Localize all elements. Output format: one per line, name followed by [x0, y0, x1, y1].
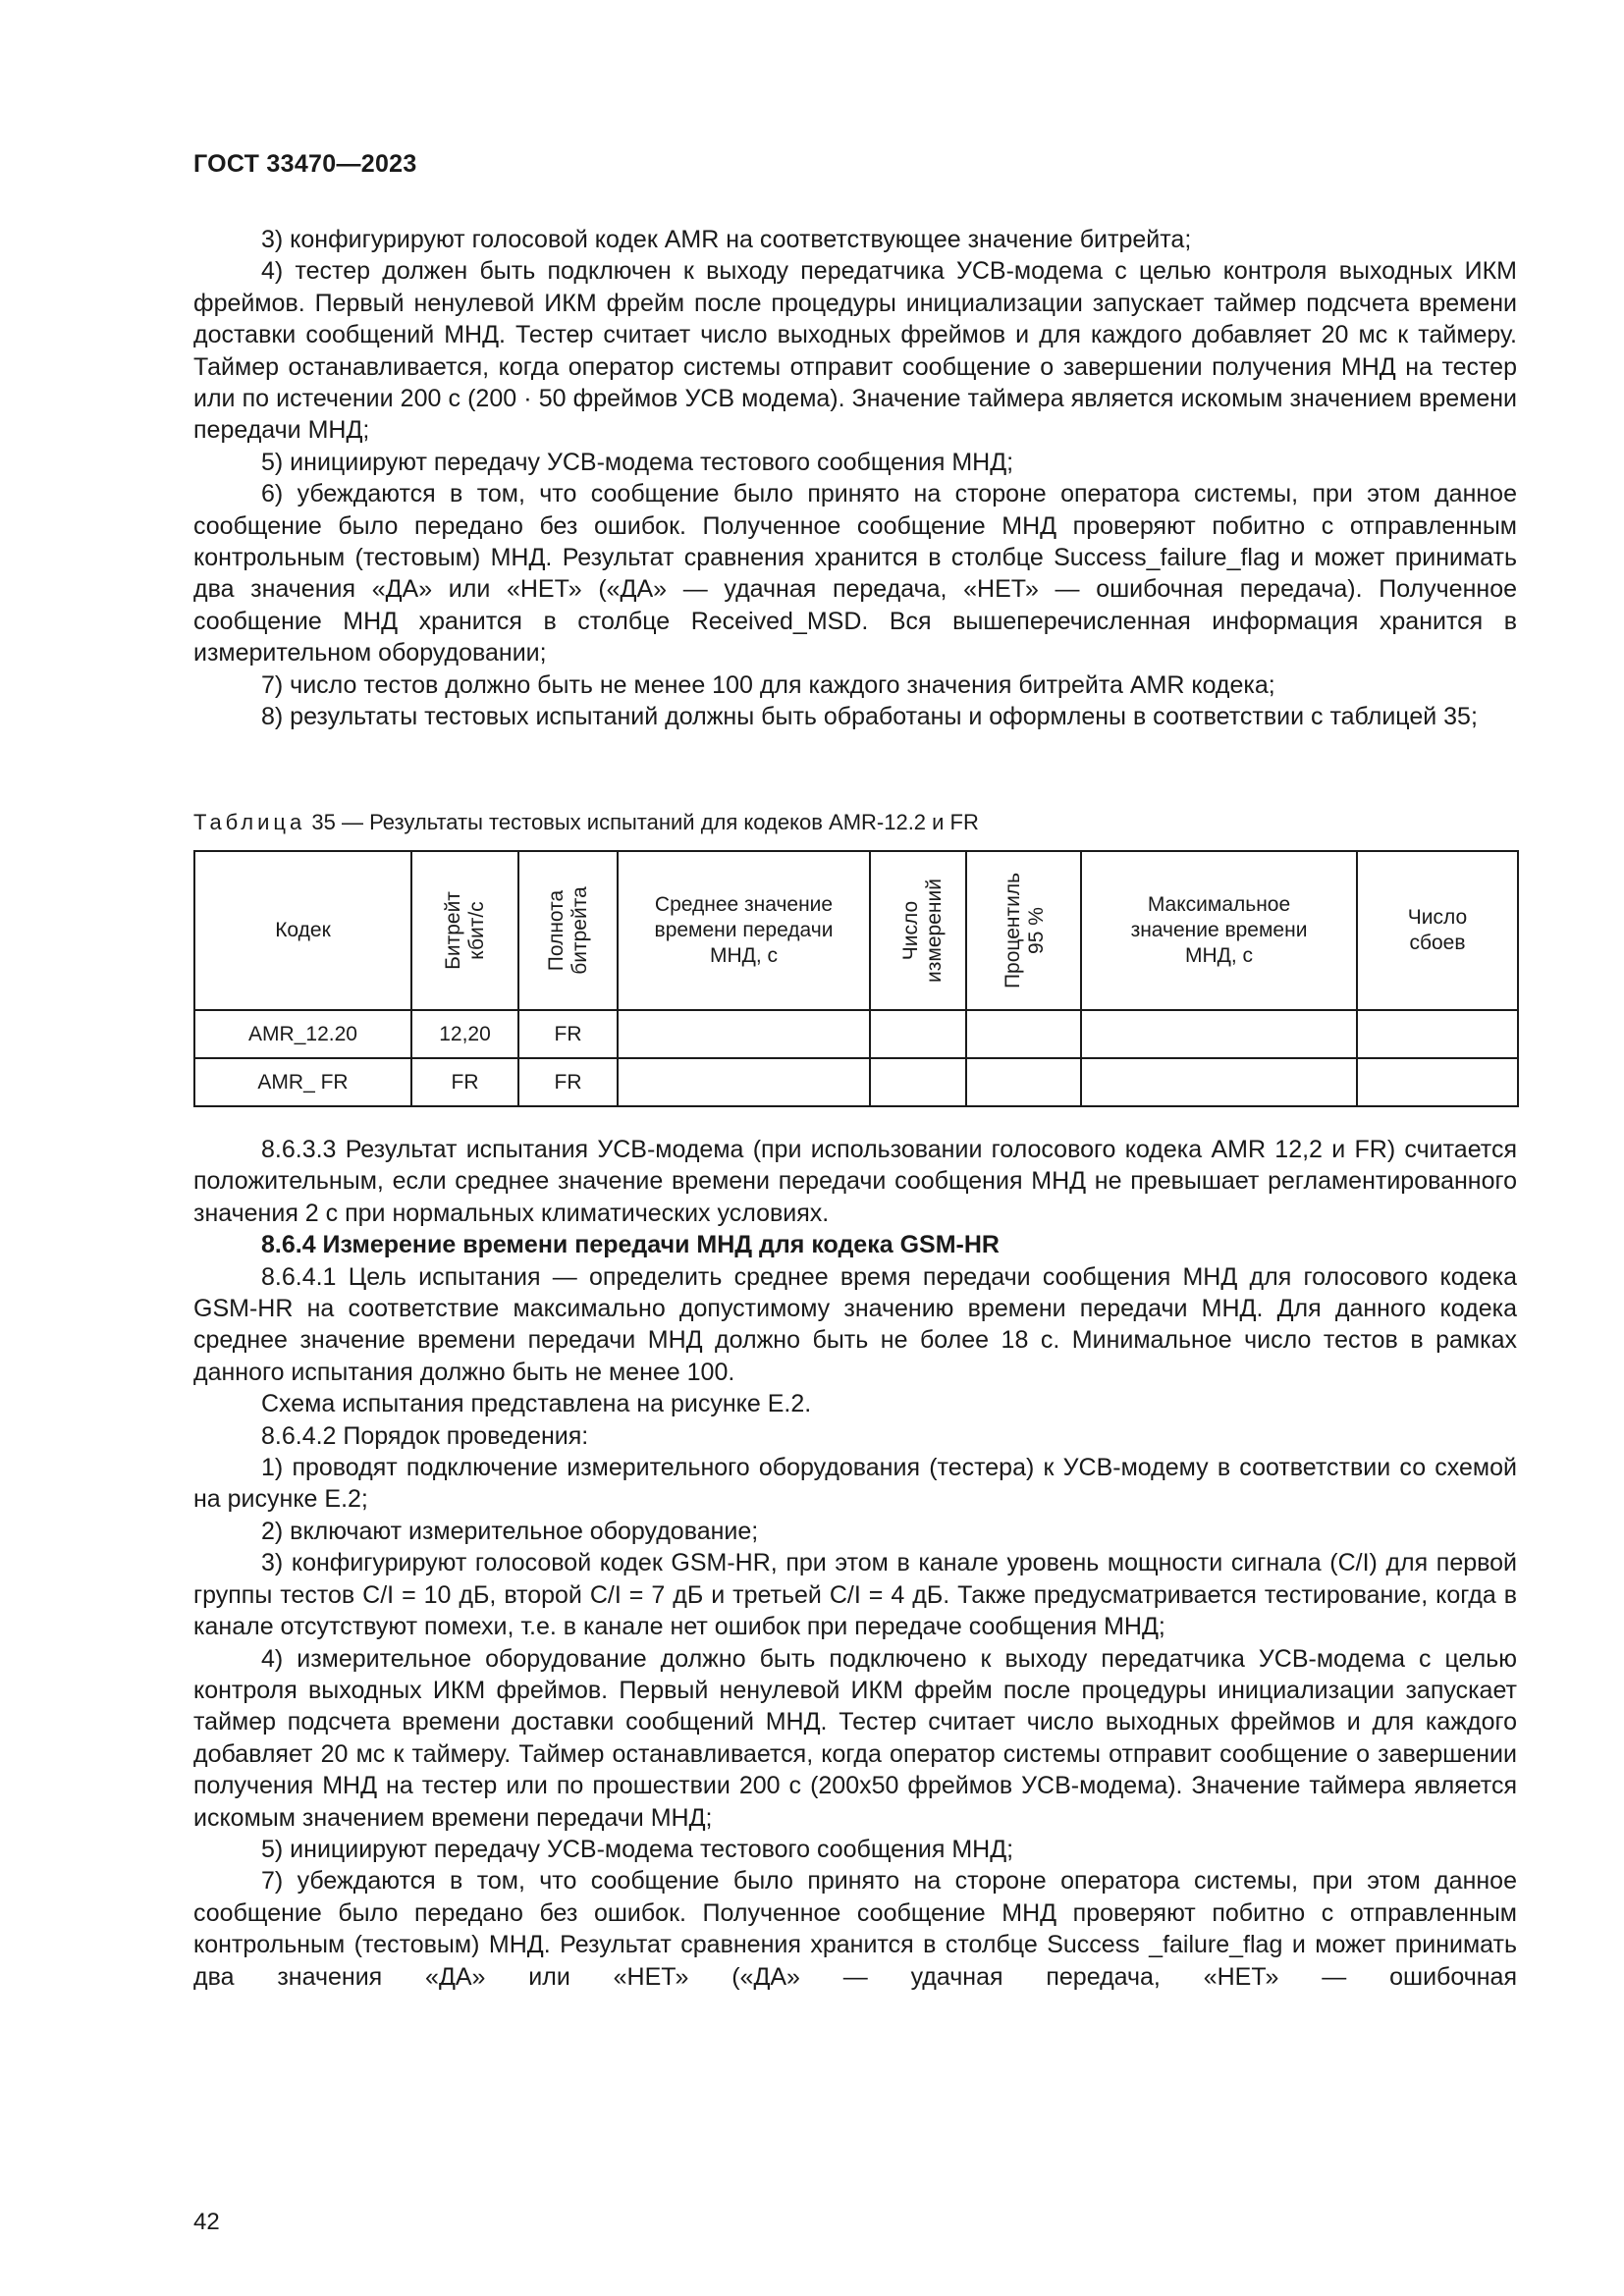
table-cell: 12,20	[411, 1010, 518, 1058]
header-mean-time	[618, 851, 870, 1010]
header-percentile	[966, 851, 1081, 1010]
header-max-time-label: Максимальное значение времени МНД, с	[1130, 893, 1308, 967]
paragraph: 8.6.4.2 Порядок проведения:	[261, 1421, 589, 1450]
header-measurements	[870, 851, 966, 1010]
table-cell	[1081, 1010, 1357, 1058]
paragraph: 2) включают измерительное оборудование;	[261, 1517, 759, 1545]
header-bitrate-fullness-label: Полнота битрейта	[544, 885, 591, 975]
bottom-text-block	[193, 1134, 1517, 1993]
table-caption-prefix: Таблица	[193, 810, 306, 834]
header-bitrate-fullness	[518, 851, 618, 1010]
header-mean-time-label: Среднее значение времени передачи МНД, с	[654, 893, 834, 967]
section-heading: 8.6.4 Измерение времени передачи МНД для кодека GSM-HR	[261, 1231, 1000, 1259]
document-header: ГОСТ 33470—2023	[193, 150, 417, 178]
paragraph: 7) число тестов должно быть не менее 100 для каждого значения битрейта AMR кодека;	[261, 670, 1275, 699]
table-cell	[618, 1058, 870, 1106]
paragraph: 4) измерительное оборудование должно быть подключено к выходу передатчика УСВ-модема с целью контроля выходных ИКМ фреймов. Первый ненулевой ИКМ фрейм после процедуры инициализации запускает таймер подсчета времени доставки сообщений МНД. Тестер считает число выходных фреймов и для каждого добавляет 20 мс к таймеру. Таймер останавливается, когда оператор системы отправит сообщение о завершении получения МНД на тестер или по прошествии 200 с (200х50 фреймов УСВ-модема). Значение таймера является искомым значением времени передачи МНД;	[193, 1644, 1517, 1832]
header-bitrate-label: Битрейт кбит/с	[441, 890, 488, 970]
table-cell: FR	[411, 1058, 518, 1106]
table-row	[194, 1058, 1518, 1106]
header-failures-label: Число сбоев	[1407, 906, 1468, 954]
table-caption-text: 35 — Результаты тестовых испытаний для кодеков AMR-12.2 и FR	[305, 810, 979, 834]
table-row	[194, 1010, 1518, 1058]
paragraph: 3) конфигурируют голосовой кодек AMR на соответствующее значение битрейта;	[261, 226, 1192, 253]
table-cell	[870, 1058, 966, 1106]
table-cell	[618, 1010, 870, 1058]
paragraph: 8.6.4.1 Цель испытания — определить среднее время передачи сообщения МНД для голосового кодека GSM-HR на соответствие максимально допустимому значению времени передачи МНД. Для данного кодека среднее значение времени передачи МНД должно быть не более 18 с. Минимальное число тестов в рамках данного испытания должно быть не менее 100.	[193, 1262, 1517, 1386]
header-bitrate	[411, 851, 518, 1010]
header-max-time	[1081, 851, 1357, 1010]
table-header-row	[194, 851, 1518, 1010]
paragraph: 1) проводят подключение измерительного оборудования (тестера) к УСВ-модему в соответствии со схемой на рисунке Е.2;	[193, 1454, 1517, 1514]
header-percentile-label: Процентиль 95 %	[1001, 872, 1049, 988]
paragraph: 8) результаты тестовых испытаний должны быть обработаны и оформлены в соответствии с таблицей 35;	[261, 703, 1478, 731]
top-text-block	[193, 224, 1517, 733]
table-cell	[966, 1058, 1081, 1106]
paragraph: 6) убеждаются в том, что сообщение было принято на стороне оператора системы, при этом данное сообщение было передано без ошибок. Полученное сообщение МНД проверяют побитно с отправленным контрольным (тестовым) МНД. Результат сравнения хранится в столбце Success_failure_flag и может принимать два значения «ДА» или «НЕТ» («ДА» — удачная передача, «НЕТ» — ошибочная передача). Полученное сообщение МНД хранится в столбце Received_MSD. Вся вышеперечисленная информация хранится в измерительном оборудовании;	[193, 480, 1517, 667]
paragraph: 5) инициируют передачу УСВ-модема тестового сообщения МНД;	[261, 448, 1014, 476]
header-measurements-label: Число измерений	[898, 878, 946, 983]
page-number: 42	[193, 2209, 220, 2235]
paragraph: 7) убеждаются в том, что сообщение было принято на стороне оператора системы, при этом данное сообщение было передано без ошибок. Полученное сообщение МНД проверяют побитно с отправленным контрольным (тестовым) МНД. Результат сравнения хранится в столбце Success _failure_flag и может принимать два значения «ДА» или «НЕТ» («ДА» — удачная передача, «НЕТ» — ошибочная	[193, 1867, 1517, 1991]
results-table	[193, 850, 1519, 1107]
table-cell	[1081, 1058, 1357, 1106]
header-codec: Кодек	[194, 851, 411, 1010]
paragraph: 3) конфигурируют голосовой кодек GSM-HR, при этом в канале уровень мощности сигнала (C/I) для первой группы тестов C/I = 10 дБ, второй C/I = 7 дБ и третьей C/I = 4 дБ. Также предусматривается тестирование, когда в канале отсутствуют помехи, т.е. в канале нет ошибок при передаче сообщения МНД;	[193, 1549, 1517, 1641]
table-cell	[870, 1010, 966, 1058]
table-caption	[193, 809, 979, 836]
table-cell	[966, 1010, 1081, 1058]
table-cell: FR	[518, 1058, 618, 1106]
paragraph: 5) инициируют передачу УСВ-модема тестового сообщения МНД;	[261, 1835, 1014, 1863]
paragraph: Схема испытания представлена на рисунке Е.2.	[261, 1390, 812, 1418]
table-cell: AMR_12.20	[194, 1010, 411, 1058]
header-failures	[1357, 851, 1518, 1010]
paragraph: 4) тестер должен быть подключен к выходу передатчика УСВ-модема с целью контроля выходных ИКМ фреймов. Первый ненулевой ИКМ фрейм после процедуры инициализации запускает таймер подсчета времени доставки сообщений МНД. Тестер считает число выходных фреймов и для каждого добавляет 20 мс к таймеру. Таймер останавливается, когда оператор системы отправит сообщение о завершении получения МНД на тестер или по истечении 200 с (200 · 50 фреймов УСВ модема). Значение таймера является искомым значением времени передачи МНД;	[193, 257, 1517, 445]
table-cell	[1357, 1058, 1518, 1106]
table-cell: AMR_ FR	[194, 1058, 411, 1106]
table-cell	[1357, 1010, 1518, 1058]
paragraph: 8.6.3.3 Результат испытания УСВ-модема (при использовании голосового кодека AMR 12,2 и FR) считается положительным, если среднее значение времени передачи сообщения МНД не превышает регламентированного значения 2 с при нормальных климатических условиях.	[193, 1136, 1517, 1227]
table-cell: FR	[518, 1010, 618, 1058]
